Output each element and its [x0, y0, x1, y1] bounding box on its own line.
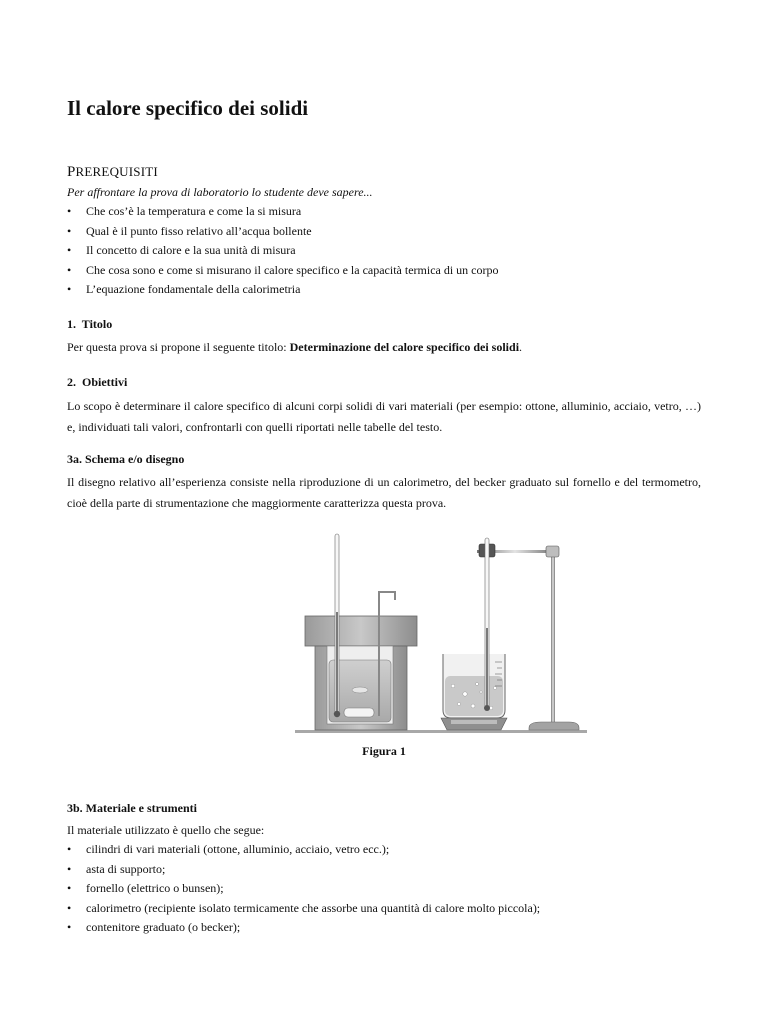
- list-item: • Che cosa sono e come si misurano il calore specifico e la capacità termica di un corpo: [67, 261, 701, 281]
- list-item: • calorimetro (recipiente isolato termicamente che assorbe una quantità di calore molto piccola);: [67, 899, 701, 919]
- list-item: • fornello (elettrico o bunsen);: [67, 879, 701, 899]
- prerequisiti-section: [67, 162, 701, 300]
- materiale-heading: 3b. Materiale e strumenti: [67, 801, 197, 815]
- list-item: • Qual è il punto fisso relativo all’acqua bollente: [67, 222, 701, 242]
- obiettivi-heading: 2. Obiettivi: [67, 375, 128, 389]
- prerequisiti-heading: PREREQUISITI: [67, 164, 158, 180]
- beaker-on-stove: [441, 654, 507, 730]
- schema-section: [67, 450, 701, 514]
- calorimeter: [305, 534, 417, 730]
- figure-caption: Figura 1: [362, 744, 406, 758]
- figure-apparatus: [229, 528, 589, 736]
- titolo-heading: 1. Titolo: [67, 317, 113, 331]
- list-item: • asta di supporto;: [67, 860, 701, 880]
- titolo-text: Per questa prova si propone il seguente titolo: Determinazione del calore specifico dei solidi.: [67, 339, 523, 354]
- materiale-intro: Il materiale utilizzato è quello che segue:: [67, 822, 265, 837]
- metal-cylinder: [344, 708, 374, 717]
- list-item: • cilindri di vari materiali (ottone, alluminio, acciaio, vetro ecc.);: [67, 840, 701, 860]
- list-item: • contenitore graduato (o becker);: [67, 918, 701, 938]
- calorimeter-lid: [305, 616, 417, 646]
- titolo-section: [67, 315, 701, 357]
- document-title: Il calore specifico dei solidi: [67, 96, 309, 120]
- stand-base: [529, 722, 579, 730]
- prerequisiti-intro: Per affrontare la prova di laboratorio lo studente deve sapere...: [67, 184, 373, 199]
- schema-heading: 3a. Schema e/o disegno: [67, 452, 185, 466]
- list-item: • Che cos’è la temperatura e come la si misura: [67, 202, 701, 222]
- support-rod: [551, 550, 555, 724]
- schema-text: Il disegno relativo all’esperienza consiste nella riproduzione di un calorimetro, del becker graduato sul fornello e del termometro, cioè della parte di strumentazione che maggiormente caratterizza questa prova.: [67, 474, 701, 510]
- table-line: [295, 730, 587, 733]
- obiettivi-section: [67, 373, 701, 438]
- obiettivi-text: Lo scopo è determinare il calore specifico di alcuni corpi solidi di vari materiali (per esempio: ottone, alluminio, acciaio, vetro, …) e, individuati tali valori, confrontarli con quelli riportati nelle tabelle del testo.: [67, 398, 701, 434]
- list-item: • L’equazione fondamentale della calorimetria: [67, 280, 701, 300]
- prerequisiti-list: [67, 202, 701, 300]
- materiale-section: [67, 799, 701, 938]
- list-item: • Il concetto di calore e la sua unità di misura: [67, 241, 701, 261]
- materiale-list: [67, 840, 701, 938]
